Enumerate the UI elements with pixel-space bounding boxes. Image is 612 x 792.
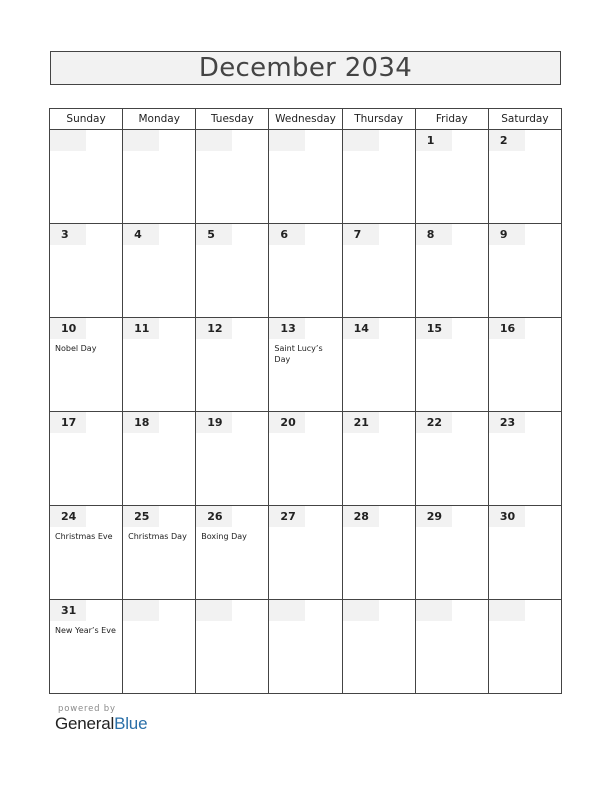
week-row: [50, 412, 562, 506]
day-cell: [269, 506, 342, 600]
day-cell: [415, 130, 488, 224]
day-cell: [415, 506, 488, 600]
day-number: 31: [50, 600, 86, 621]
day-cell: [488, 412, 561, 506]
day-number: [123, 600, 159, 621]
day-number: [196, 130, 232, 151]
day-cell: [50, 506, 123, 600]
powered-by-label: powered by: [58, 704, 116, 714]
day-cell: [342, 130, 415, 224]
week-row: [50, 600, 562, 694]
day-number: [343, 600, 379, 621]
holiday-label: Christmas Eve: [55, 532, 113, 541]
day-cell: [196, 600, 269, 694]
holiday-label: New Year’s Eve: [55, 626, 116, 635]
weekday-header-row: [50, 109, 562, 130]
weekday-header: Sunday: [50, 109, 123, 130]
holiday-label: Nobel Day: [55, 344, 97, 353]
day-cell: [196, 318, 269, 412]
day-cell: [488, 318, 561, 412]
day-cell: [123, 506, 196, 600]
day-cell: [269, 412, 342, 506]
day-number: 13: [269, 318, 305, 339]
day-cell: [50, 130, 123, 224]
brand-name-part2: Blue: [114, 714, 148, 733]
day-number: [489, 600, 525, 621]
weekday-header: Wednesday: [269, 109, 342, 130]
day-number: [269, 600, 305, 621]
day-cell: [123, 412, 196, 506]
day-number: 16: [489, 318, 525, 339]
day-cell: [196, 506, 269, 600]
holiday-label: Boxing Day: [201, 532, 247, 541]
day-cell: [415, 224, 488, 318]
day-cell: [342, 224, 415, 318]
day-cell: [488, 506, 561, 600]
day-number: 3: [50, 224, 86, 245]
day-cell: [50, 318, 123, 412]
day-number: 21: [343, 412, 379, 433]
day-cell: [123, 318, 196, 412]
day-number: 25: [123, 506, 159, 527]
day-number: [269, 130, 305, 151]
day-number: 9: [489, 224, 525, 245]
day-number: 8: [416, 224, 452, 245]
weekday-header: Saturday: [488, 109, 561, 130]
weekday-header: Tuesday: [196, 109, 269, 130]
day-number: 18: [123, 412, 159, 433]
day-cell: [269, 600, 342, 694]
calendar-grid: [49, 108, 562, 694]
day-number: 11: [123, 318, 159, 339]
brand-logo: [55, 714, 147, 734]
day-number: [123, 130, 159, 151]
day-number: 17: [50, 412, 86, 433]
day-number: 23: [489, 412, 525, 433]
day-cell: [415, 412, 488, 506]
day-cell: [196, 412, 269, 506]
day-number: 14: [343, 318, 379, 339]
day-number: 26: [196, 506, 232, 527]
day-cell: [123, 130, 196, 224]
day-number: 22: [416, 412, 452, 433]
day-cell: [488, 130, 561, 224]
day-cell: [50, 224, 123, 318]
day-cell: [196, 224, 269, 318]
day-cell: [342, 506, 415, 600]
day-number: 30: [489, 506, 525, 527]
day-number: [343, 130, 379, 151]
day-cell: [342, 600, 415, 694]
calendar-title: December 2034: [50, 51, 561, 85]
day-number: 29: [416, 506, 452, 527]
day-cell: [342, 318, 415, 412]
day-number: 27: [269, 506, 305, 527]
day-number: 19: [196, 412, 232, 433]
day-cell: [415, 600, 488, 694]
brand-name-part1: General: [55, 714, 115, 733]
week-row: [50, 506, 562, 600]
day-cell: [50, 412, 123, 506]
day-number: 20: [269, 412, 305, 433]
day-number: 7: [343, 224, 379, 245]
day-cell: [50, 600, 123, 694]
day-cell: [342, 412, 415, 506]
day-number: 12: [196, 318, 232, 339]
holiday-label: Christmas Day: [128, 532, 187, 541]
day-cell: [488, 600, 561, 694]
holiday-label: Saint Lucy’s Day: [274, 344, 323, 364]
day-number: 6: [269, 224, 305, 245]
day-number: [196, 600, 232, 621]
day-cell: [123, 224, 196, 318]
day-number: 15: [416, 318, 452, 339]
day-cell: [196, 130, 269, 224]
weekday-header: Thursday: [342, 109, 415, 130]
day-number: [416, 600, 452, 621]
week-row: [50, 224, 562, 318]
day-number: [50, 130, 86, 151]
day-number: 2: [489, 130, 525, 151]
day-cell: [488, 224, 561, 318]
day-number: 1: [416, 130, 452, 151]
day-cell: [269, 130, 342, 224]
day-cell: [269, 224, 342, 318]
day-cell: [123, 600, 196, 694]
day-number: 4: [123, 224, 159, 245]
week-row: [50, 318, 562, 412]
week-row: [50, 130, 562, 224]
day-number: 28: [343, 506, 379, 527]
day-cell: [415, 318, 488, 412]
day-cell: [269, 318, 342, 412]
weekday-header: Monday: [123, 109, 196, 130]
day-number: 24: [50, 506, 86, 527]
weekday-header: Friday: [415, 109, 488, 130]
day-number: 5: [196, 224, 232, 245]
day-number: 10: [50, 318, 86, 339]
